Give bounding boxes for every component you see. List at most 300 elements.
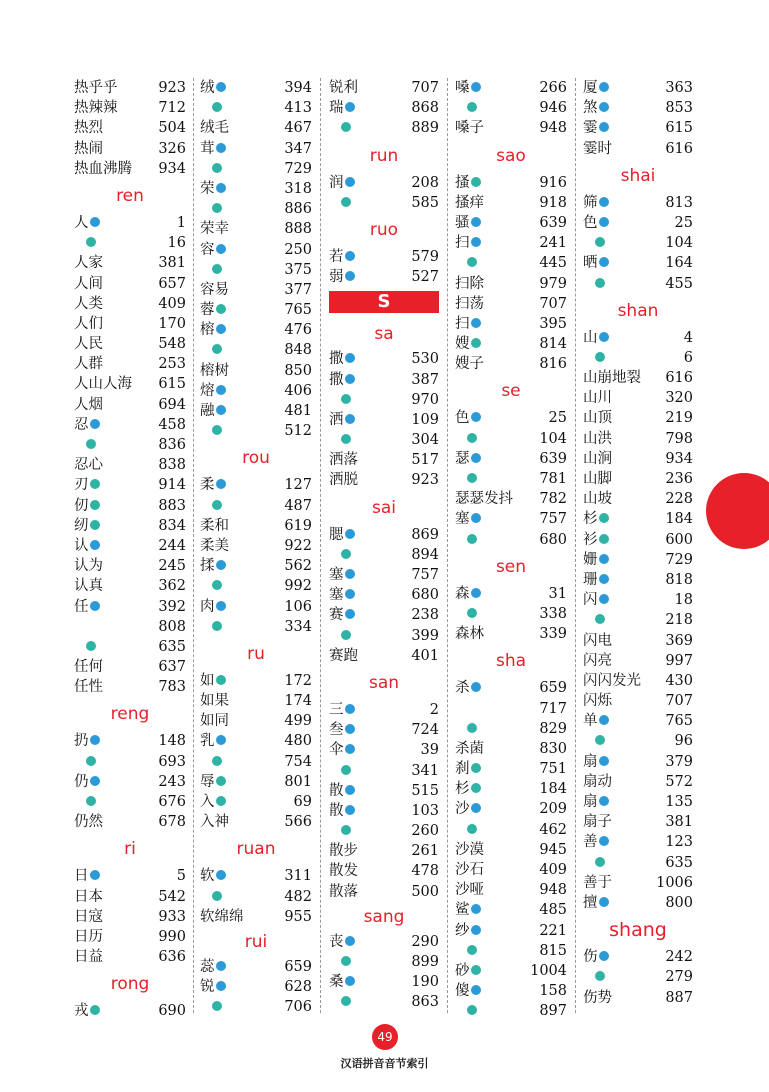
entry-word: 赛跑	[329, 647, 358, 664]
index-entry	[583, 812, 693, 832]
entry-word: 善	[583, 834, 598, 851]
index-entry	[200, 711, 312, 731]
index-entry	[583, 233, 693, 253]
entry-page-number: 600	[665, 531, 693, 548]
entry-page-number: 712	[158, 100, 186, 117]
entry-page-number: 25	[548, 410, 567, 427]
index-entry	[455, 678, 567, 698]
stroke-write-icon	[471, 338, 481, 348]
entry-word: 骚	[455, 214, 470, 231]
stroke-learn-icon	[599, 574, 609, 584]
index-entry	[583, 947, 693, 967]
stroke-write-icon	[216, 796, 226, 806]
entry-page-number: 933	[158, 908, 186, 925]
entry-page-number: 190	[411, 974, 439, 991]
entry-page-number: 243	[158, 773, 186, 790]
entry-word: 擅	[583, 894, 598, 911]
index-entry	[329, 247, 439, 267]
index-entry	[455, 354, 567, 374]
index-entry	[329, 646, 439, 666]
entry-page-number: 394	[284, 80, 312, 96]
index-entry	[455, 699, 567, 719]
entry-word: 塞	[329, 587, 344, 604]
index-entry	[200, 536, 312, 556]
entry-page-number: 869	[411, 526, 439, 543]
index-entry	[455, 233, 567, 253]
index-entry	[74, 812, 186, 832]
entry-page-number: 992	[284, 578, 312, 595]
stroke-learn-icon	[599, 951, 609, 961]
entry-page-number: 530	[411, 351, 439, 368]
stroke-write-icon	[86, 641, 96, 651]
entry-word: 闪亮	[583, 652, 612, 669]
entry-word: 软绵绵	[200, 908, 244, 925]
stroke-write-icon	[212, 425, 222, 435]
entry-page-number: 639	[539, 214, 567, 231]
entry-word: 仍	[74, 773, 89, 790]
entry-word: 揉	[200, 558, 215, 575]
index-entry	[583, 792, 693, 812]
index-entry	[583, 98, 693, 118]
entry-page-number: 800	[665, 894, 693, 911]
index-entry	[455, 840, 567, 860]
index-entry	[74, 536, 186, 556]
entry-page-number: 304	[411, 432, 439, 449]
entry-word: 山洪	[583, 430, 612, 447]
entry-page-number: 1	[176, 214, 186, 231]
entry-word: 单	[583, 713, 598, 730]
stroke-write-icon	[599, 513, 609, 523]
entry-page-number: 948	[539, 120, 567, 137]
stroke-write-icon	[595, 352, 605, 362]
entry-word: 色	[583, 214, 598, 231]
stroke-learn-icon	[599, 756, 609, 766]
stroke-write-icon	[467, 945, 477, 955]
index-entry	[200, 401, 312, 421]
entry-page-number: 990	[158, 928, 186, 945]
entry-word: 辱	[200, 773, 215, 790]
entry-word: 散发	[329, 863, 358, 880]
syllable-heading: shan	[617, 300, 659, 321]
entry-word: 肉	[200, 598, 215, 615]
index-entry	[455, 408, 567, 428]
entry-word: 闪电	[583, 632, 612, 649]
index-entry	[200, 597, 312, 617]
entry-word: 忍	[74, 416, 89, 433]
entry-word: 撒	[329, 371, 344, 388]
entry-page-number: 326	[158, 140, 186, 157]
entry-page-number: 481	[284, 403, 312, 419]
entry-page-number: 923	[411, 472, 439, 489]
index-entry	[200, 199, 312, 219]
entry-word: 塞	[329, 567, 344, 583]
stroke-learn-icon	[471, 217, 481, 227]
stroke-learn-icon	[599, 554, 609, 564]
index-entry	[455, 759, 567, 779]
entry-page-number: 527	[411, 269, 439, 286]
entry-page-number: 458	[158, 416, 186, 433]
stroke-learn-icon	[345, 529, 355, 539]
entry-word: 认为	[74, 558, 103, 575]
entry-page-number: 339	[539, 626, 567, 643]
index-entry	[455, 213, 567, 233]
stroke-write-icon	[216, 776, 226, 786]
index-entry	[583, 967, 693, 987]
syllable-heading: ru	[247, 643, 265, 664]
entry-page-number: 637	[158, 659, 186, 676]
stroke-write-icon	[595, 971, 605, 981]
index-entry	[200, 300, 312, 320]
entry-word: 弱	[329, 269, 344, 286]
stroke-write-icon	[471, 763, 481, 773]
entry-page-number: 680	[539, 531, 567, 548]
index-entry	[74, 947, 186, 967]
entry-page-number: 816	[539, 356, 567, 373]
index-entry	[200, 240, 312, 260]
index-entry	[583, 631, 693, 651]
entry-page-number: 480	[284, 733, 312, 750]
index-entry	[583, 449, 693, 469]
entry-word: 热烈	[74, 120, 103, 137]
index-entry	[74, 354, 186, 374]
entry-word: 忍心	[74, 457, 103, 474]
index-entry	[200, 866, 312, 886]
stroke-learn-icon	[599, 796, 609, 806]
entry-page-number: 659	[284, 958, 312, 975]
entry-word: 日	[74, 868, 89, 885]
entry-page-number: 413	[284, 100, 312, 117]
entry-word: 柔	[200, 477, 215, 494]
entry-page-number: 579	[411, 248, 439, 265]
entry-page-number: 724	[411, 722, 439, 739]
entry-page-number: 485	[539, 902, 567, 919]
index-entry	[583, 388, 693, 408]
entry-page-number: 751	[539, 761, 567, 778]
index-entry	[74, 294, 186, 314]
stroke-write-icon	[341, 197, 351, 207]
entry-word: 闪	[583, 592, 598, 609]
entry-page-number: 250	[284, 241, 312, 258]
entry-page-number: 148	[158, 733, 186, 750]
entry-page-number: 218	[665, 612, 693, 629]
index-entry	[200, 260, 312, 280]
stroke-learn-icon	[345, 569, 355, 579]
entry-page-number: 615	[665, 120, 693, 137]
index-entry	[74, 374, 186, 394]
entry-page-number: 676	[158, 794, 186, 810]
entry-word: 散	[329, 802, 344, 819]
entry-page-number: 338	[539, 605, 567, 622]
index-entry	[329, 841, 439, 861]
entry-page-number: 445	[539, 255, 567, 272]
index-entry	[200, 792, 312, 812]
index-entry	[455, 719, 567, 739]
entry-page-number: 801	[284, 773, 312, 790]
index-entry	[74, 927, 186, 947]
entry-page-number: 39	[420, 742, 439, 759]
stroke-write-icon	[595, 735, 605, 745]
index-entry	[455, 530, 567, 550]
stroke-learn-icon	[599, 836, 609, 846]
entry-page-number: 955	[284, 908, 312, 925]
entry-page-number: 106	[284, 598, 312, 615]
entry-page-number: 174	[284, 693, 312, 710]
entry-page-number: 381	[158, 255, 186, 272]
entry-page-number: 757	[411, 567, 439, 583]
entry-word: 任性	[74, 679, 103, 696]
entry-word: 扇动	[583, 773, 612, 790]
index-entry	[74, 274, 186, 294]
stroke-learn-icon	[471, 803, 481, 813]
entry-word: 绒毛	[200, 120, 229, 137]
stroke-write-icon	[216, 675, 226, 685]
entry-page-number: 266	[539, 80, 567, 96]
index-entry	[329, 972, 439, 992]
entry-word: 沙石	[455, 862, 484, 878]
entry-page-number: 848	[284, 342, 312, 359]
entry-word: 嗓	[455, 80, 470, 96]
entry-page-number: 585	[411, 194, 439, 211]
entry-word: 丧	[329, 933, 344, 950]
entry-page-number: 238	[411, 607, 439, 624]
entry-word: 日寇	[74, 908, 103, 925]
index-entry	[74, 657, 186, 677]
entry-word: 瑞	[329, 100, 344, 117]
stroke-write-icon	[471, 177, 481, 187]
stroke-write-icon	[212, 580, 222, 590]
entry-page-number: 341	[411, 762, 439, 779]
index-entry	[583, 988, 693, 1008]
stroke-learn-icon	[599, 594, 609, 604]
entry-page-number: 765	[284, 302, 312, 319]
stroke-learn-icon	[216, 82, 226, 92]
syllable-heading: sha	[495, 651, 527, 672]
entry-page-number: 478	[411, 863, 439, 880]
index-entry	[329, 992, 439, 1012]
index-entry	[583, 853, 693, 873]
stroke-learn-icon	[90, 217, 100, 227]
index-entry	[455, 173, 567, 193]
index-entry	[200, 691, 312, 711]
syllable-heading: rou	[242, 448, 270, 469]
index-entry	[329, 626, 439, 646]
entry-page-number: 363	[665, 80, 693, 96]
entry-page-number: 836	[158, 437, 186, 453]
index-entry	[200, 118, 312, 138]
entry-page-number: 515	[411, 782, 439, 799]
entry-page-number: 934	[665, 450, 693, 467]
entry-page-number: 729	[665, 551, 693, 568]
stroke-write-icon	[341, 394, 351, 404]
entry-word: 仍然	[74, 814, 103, 831]
index-entry	[200, 907, 312, 927]
index-entry	[200, 496, 312, 516]
index-entry	[74, 772, 186, 792]
entry-page-number: 381	[665, 814, 693, 831]
entry-page-number: 717	[539, 700, 567, 717]
stroke-write-icon	[341, 956, 351, 966]
entry-word: 扔	[74, 733, 89, 750]
entry-page-number: 678	[158, 814, 186, 831]
index-entry	[74, 314, 186, 334]
entry-page-number: 945	[539, 841, 567, 858]
stroke-learn-icon	[345, 704, 355, 714]
entry-word: 若	[329, 248, 344, 265]
entry-page-number: 16	[167, 235, 186, 252]
index-entry	[455, 981, 567, 1001]
entry-page-number: 409	[539, 862, 567, 878]
index-entry	[455, 820, 567, 840]
entry-word: 如果	[200, 693, 229, 710]
stroke-learn-icon	[345, 609, 355, 619]
entry-word: 杉	[583, 511, 598, 528]
stroke-write-icon	[90, 479, 100, 489]
entry-page-number: 659	[539, 680, 567, 697]
entry-word: 人们	[74, 315, 103, 332]
index-entry	[200, 977, 312, 997]
stroke-learn-icon	[90, 601, 100, 611]
stroke-learn-icon	[345, 414, 355, 424]
index-entry	[583, 671, 693, 691]
entry-page-number: 4	[683, 329, 693, 346]
entry-page-number: 208	[411, 174, 439, 191]
index-entry	[583, 550, 693, 570]
column-divider	[575, 78, 576, 1013]
entry-word: 扇子	[583, 814, 612, 831]
stroke-learn-icon	[345, 724, 355, 734]
entry-word: 洒	[329, 411, 344, 428]
entry-page-number: 517	[411, 452, 439, 469]
entry-page-number: 430	[665, 672, 693, 689]
index-entry	[329, 470, 439, 490]
index-entry	[200, 219, 312, 239]
index-entry	[200, 340, 312, 360]
stroke-write-icon	[341, 549, 351, 559]
index-entry	[329, 932, 439, 952]
letter-section-banner: S	[329, 291, 439, 313]
index-entry	[74, 866, 186, 886]
index-entry	[455, 584, 567, 604]
syllable-heading: rong	[110, 974, 150, 995]
entry-word: 嫂	[455, 336, 470, 353]
entry-word: 沙哑	[455, 882, 484, 899]
index-entry	[455, 193, 567, 213]
entry-word: 仞	[74, 497, 89, 514]
index-entry	[74, 597, 186, 617]
entry-page-number: 387	[411, 371, 439, 388]
index-entry	[329, 585, 439, 605]
stroke-learn-icon	[90, 735, 100, 745]
stroke-write-icon	[212, 891, 222, 901]
index-entry	[74, 496, 186, 516]
index-entry	[200, 320, 312, 340]
index-entry	[583, 752, 693, 772]
stroke-write-icon	[599, 534, 609, 544]
index-entry	[455, 961, 567, 981]
entry-word: 人类	[74, 295, 103, 312]
index-entry	[329, 98, 439, 118]
index-entry	[74, 139, 186, 159]
index-entry	[200, 139, 312, 159]
index-entry	[329, 882, 439, 902]
entry-page-number: 729	[284, 160, 312, 177]
index-entry	[200, 617, 312, 637]
index-entry	[583, 253, 693, 273]
index-entry	[329, 370, 439, 390]
entry-word: 闪闪发光	[583, 672, 641, 689]
entry-page-number: 997	[665, 652, 693, 669]
index-entry	[455, 739, 567, 759]
entry-word: 人山人海	[74, 376, 132, 393]
entry-word: 散步	[329, 843, 358, 860]
stroke-learn-icon	[345, 785, 355, 795]
index-entry	[583, 274, 693, 294]
index-entry	[74, 887, 186, 907]
index-entry	[200, 731, 312, 751]
entry-page-number: 542	[158, 888, 186, 905]
stroke-write-icon	[212, 163, 222, 173]
index-entry	[329, 545, 439, 565]
index-entry	[455, 624, 567, 644]
stroke-learn-icon	[345, 374, 355, 384]
entry-page-number: 894	[411, 546, 439, 563]
entry-page-number: 572	[665, 773, 693, 790]
stroke-write-icon	[467, 257, 477, 267]
index-entry	[329, 801, 439, 821]
entry-page-number: 782	[539, 491, 567, 508]
index-entry	[329, 761, 439, 781]
entry-word: 煞	[583, 100, 598, 117]
entry-page-number: 482	[284, 888, 312, 905]
entry-page-number: 260	[411, 823, 439, 840]
entry-word: 融	[200, 403, 215, 419]
index-entry	[329, 525, 439, 545]
stroke-write-icon	[467, 608, 477, 618]
stroke-learn-icon	[471, 904, 481, 914]
entry-page-number: 619	[284, 517, 312, 534]
index-entry	[329, 720, 439, 740]
entry-page-number: 970	[411, 391, 439, 408]
syllable-heading: san	[368, 672, 400, 693]
index-entry	[74, 435, 186, 455]
index-column-3	[329, 78, 439, 1013]
index-entry	[200, 280, 312, 300]
stroke-write-icon	[341, 996, 351, 1006]
entry-page-number: 923	[158, 80, 186, 96]
section-tab-marker	[706, 473, 769, 549]
entry-page-number: 401	[411, 647, 439, 664]
entry-word: 人烟	[74, 396, 103, 413]
stroke-write-icon	[212, 102, 222, 112]
stroke-learn-icon	[471, 453, 481, 463]
index-entry	[74, 475, 186, 495]
entry-page-number: 504	[158, 120, 186, 137]
index-entry	[200, 576, 312, 596]
entry-page-number: 1006	[656, 874, 693, 891]
stroke-write-icon	[90, 500, 100, 510]
stroke-write-icon	[86, 796, 96, 806]
syllable-heading: shai	[620, 165, 656, 186]
entry-page-number: 311	[284, 868, 312, 885]
entry-word: 人	[74, 214, 89, 231]
entry-word: 砂	[455, 962, 470, 979]
entry-word: 山崩地裂	[583, 370, 641, 387]
index-entry	[455, 118, 567, 138]
stroke-write-icon	[90, 520, 100, 530]
entry-page-number: 158	[539, 983, 567, 1000]
index-entry	[200, 98, 312, 118]
entry-word: 入神	[200, 814, 229, 831]
